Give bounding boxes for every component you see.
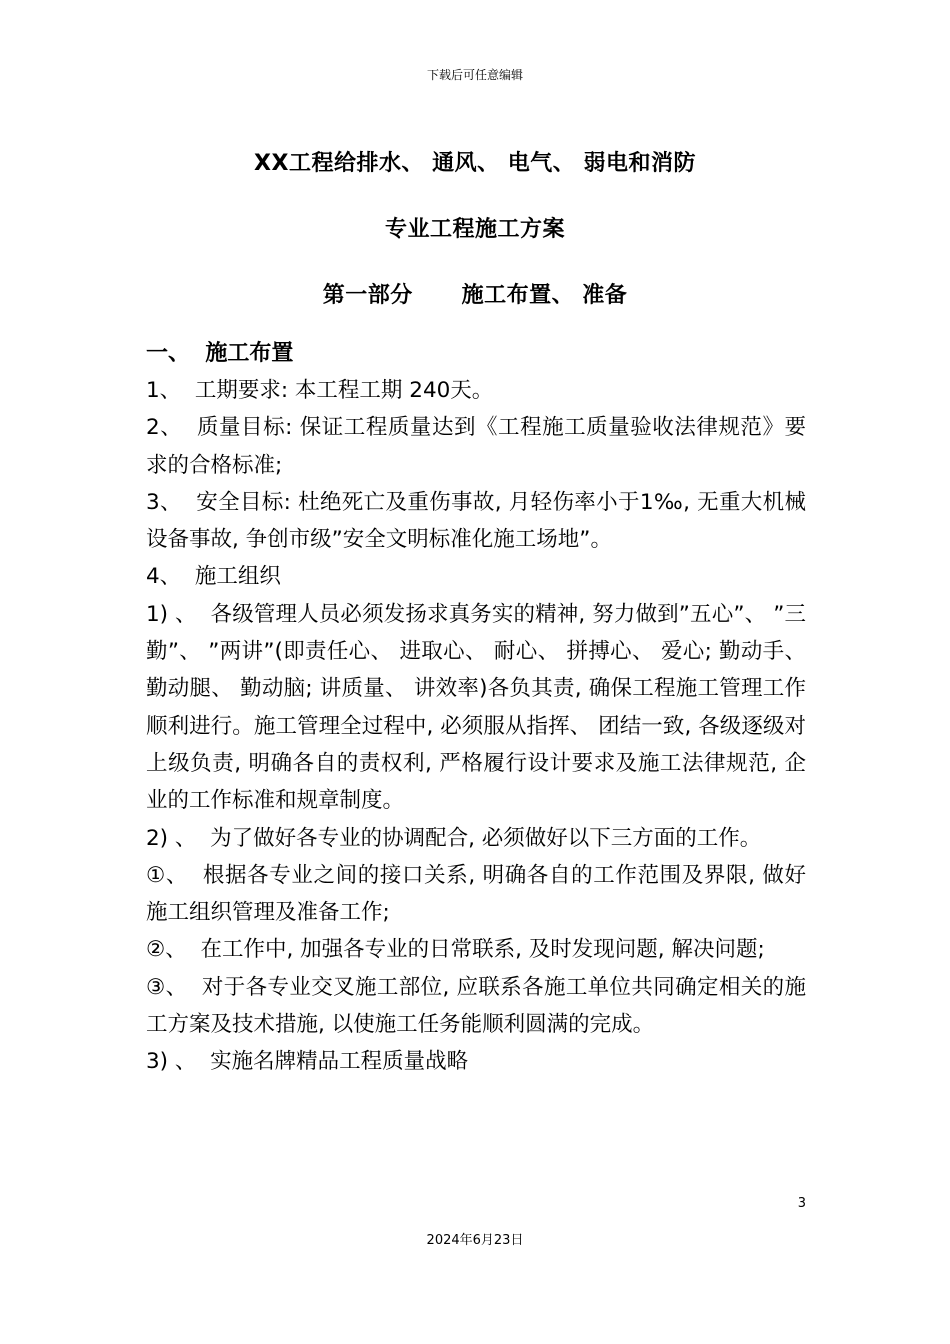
paragraph-safety-target: 3、 安全目标: 杜绝死亡及重伤事故, 月轻伤率小于1‰, 无重大机械设备事故, 争创市级”安全文明标准化施工场地”。	[146, 489, 806, 553]
footer-date: 2024年6月23日	[426, 1233, 524, 1248]
body-text	[146, 372, 813, 1081]
paragraph-brand-strategy: 3) 、 实施名牌精品工程质量战略	[146, 1049, 469, 1075]
document-title: XX工程给排水、 通风、 电气、 弱电和消防	[254, 151, 696, 176]
section-heading: 一、 施工布置	[146, 341, 294, 366]
document-subtitle: 专业工程施工方案	[384, 217, 565, 242]
paragraph-organization: 4、 施工组织	[146, 564, 281, 590]
part-title: 第一部分 施工布置、 准备	[322, 283, 628, 308]
paragraph-quality-target: 2、 质量目标: 保证工程质量达到《工程施工质量验收法律规范》要求的合格标准;	[146, 415, 806, 478]
paragraph-management-staff: 1) 、 各级管理人员必须发扬求真务实的精神, 努力做到”五心”、 ”三勤”、 ”两讲”(即责任心、 进取心、 耐心、 拼搏心、 爱心; 勤动手、 勤动腿、 勤动脑; 讲质量、 讲效率)各负其责, 确保工程施工管理工作顺利进行。施工管理全过程中, 必须服从指挥、 团结一致, 各级逐级对上级负责, 明确各自的责权利, 严格履行设计要求及施工法律规范, 企业的工作标准和规章制度。	[146, 601, 813, 814]
header-note: 下载后可任意编辑	[426, 68, 523, 82]
paragraph-daily-contact: ②、 在工作中, 加强各专业的日常联系, 及时发现问题, 解决问题;	[146, 937, 765, 963]
paragraph-cross-construction: ③、 对于各专业交叉施工部位, 应联系各施工单位共同确定相关的施工方案及技术措施, 以使施工任务能顺利圆满的完成。	[146, 974, 806, 1038]
paragraph-interface: ①、 根据各专业之间的接口关系, 明确各自的工作范围及界限, 做好施工组织管理及准备工作;	[146, 862, 806, 926]
paragraph-schedule: 1、 工期要求: 本工程工期 240天。	[146, 378, 494, 403]
paragraph-coordination: 2) 、 为了做好各专业的协调配合, 必须做好以下三方面的工作。	[146, 825, 762, 851]
page-number: 3	[797, 1196, 806, 1211]
